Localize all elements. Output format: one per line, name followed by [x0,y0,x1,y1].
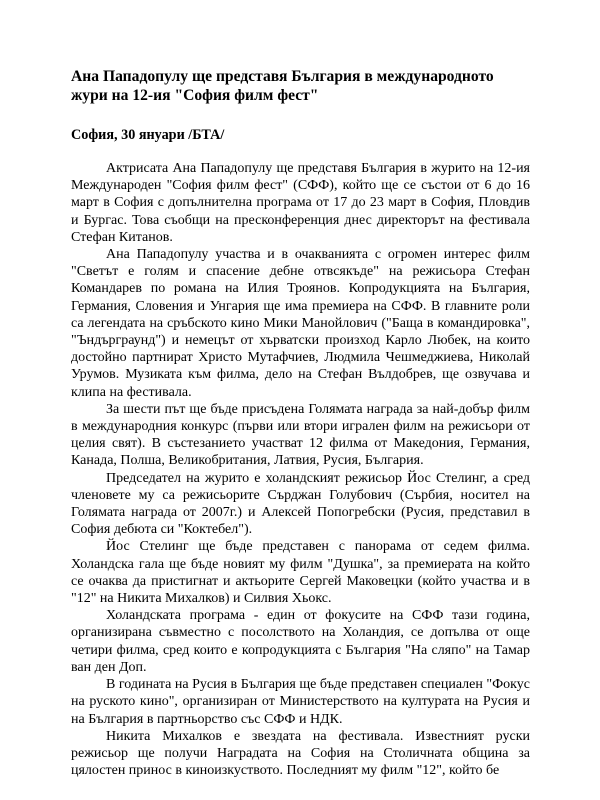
article-dateline: София, 30 януари /БТА/ [71,127,225,143]
paragraph-7: В годината на Русия в България ще бъде представен специален "Фокус на руското кино", организиран от Министерството на културата на Русия и на България в партньорство със СФФ и НДК. [71,677,530,727]
paragraph-6: Холандската програма - един от фокусите на СФФ тази година, организирана съвместно с посолството на Холандия, се допълва от още четири филма, сред които е копродукцията с България "На сляпо" на Тамар ван ден Доп. [71,608,530,675]
article-body [71,160,530,779]
paragraph-1: Актрисата Ана Пападопулу ще представя България в журито на 12-ия Международен "София филм фест" (СФФ), който ще се състои от 6 до 16 март в София с допълнителна програма от 17 до 23 март в София, Пловдив и Бургас. Това съобщи на пресконференция днес директорът на фестивала Стефан Китанов. [71,161,530,245]
paragraph-4: Председател на журито е холандският режисьор Йос Стелинг, а сред членовете му са режисьорите Сърджан Голубович (Сърбия, носител на Голямата награда от 2007г.) и Алексей Попогребски (Русия, представил в София дебюта си "Коктебел"). [71,470,530,538]
paragraph-5: Йос Стелинг ще бъде представен с панорама от седем филма. Холандска гала ще бъде новият му филм "Душка", за премиерата на който се очаква да пристигнат и актьорите Сергей Маковецки (който участва и в "12" на Никита Михалков) и Силвия Хьокс. [71,539,530,607]
paragraph-2: Ана Пападопулу участва и в очакванията с огромен интерес филм "Светът е голям и спасение дебне отвсякъде" на режисьора Стефан Командарев по романа на Илия Троянов. Копродукцията на България, Германия, Словения и Унгария ще има премиера на СФФ. В главните роли са легендата на сръбското кино Мики Манойлович ("Баща в командировка", "Ъндърграунд") и немецът от хърватски произход Карло Любек, на които достойно партнират Христо Мутафчиев, Людмила Чешмеджиева, Николай Урумов. Музиката към филма, дело на Стефан Вълдобрев, ще озвучава и клипа на фестивала. [71,247,530,400]
paragraph-8: Никита Михалков е звездата на фестивала. Известният руски режисьор ще получи Наградата на София на Столичната община за цялостен принос в киноизкуството. Последният му филм "12", който бе [71,728,530,779]
article-title: Ана Пападопулу ще представя България в международното жури на 12-ия "София филм фест" [71,68,494,104]
paragraph-3: За шести път ще бъде присъдена Голямата награда за най-добър филм в международния конкурс (първи или втори игрален филм на режисьори от целия свят). В състезанието участват 12 филма от Македония, Германия, Канада, Полша, Великобритания, Латвия, Русия, България. [71,401,530,469]
